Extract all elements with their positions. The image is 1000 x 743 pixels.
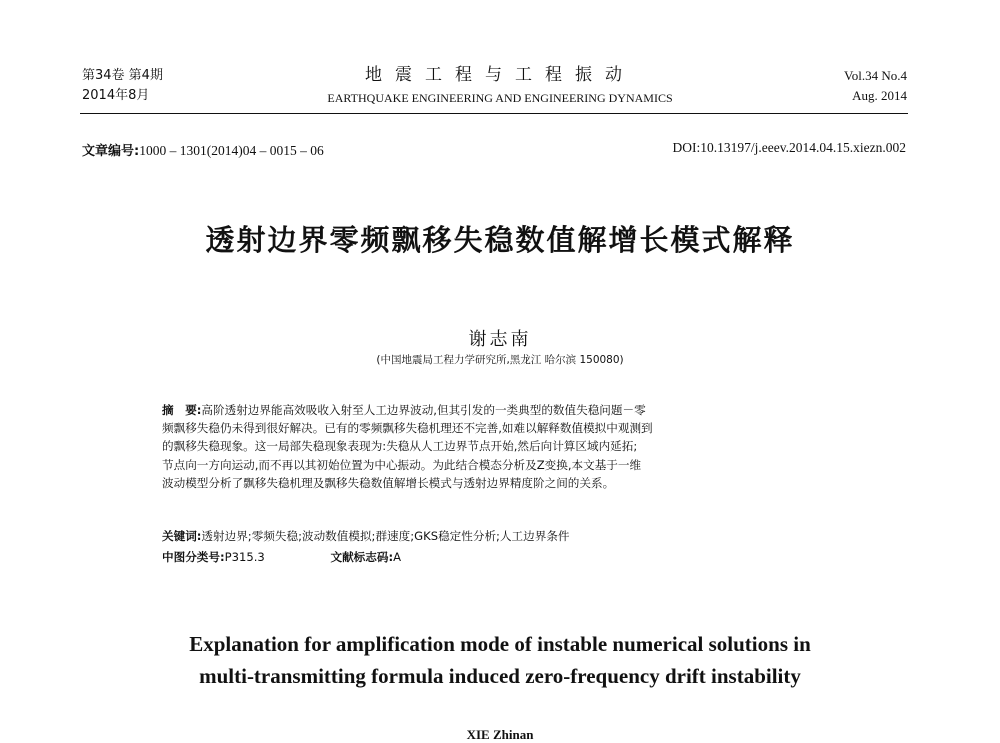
abstract-label: 摘 要: [162, 403, 202, 417]
clc-value: P315.3 [224, 550, 265, 564]
header-volume-issue: 第34卷 第4期 [82, 68, 163, 83]
header-volume-info [82, 66, 163, 106]
paper-title-en [0, 628, 1000, 692]
header-divider [80, 113, 908, 114]
author-cn: 谢志南 [468, 329, 532, 350]
keywords-cn [162, 527, 570, 545]
article-number-label: 文章编号: [82, 144, 140, 159]
article-number-value: 1000 – 1301(2014)04 – 0015 – 06 [139, 143, 324, 158]
article-number [82, 140, 324, 159]
article-meta [82, 140, 906, 160]
doc-code-label: 文献标志码: [330, 550, 394, 564]
doc-code-value: A [393, 550, 402, 564]
abstract-line: 的飘移失稳现象。这一局部失稳现象表现为:失稳从人工边界节点开始,然后向计算区域内延拓; [162, 439, 638, 454]
journal-name [240, 64, 760, 107]
abstract-line: 频飘移失稳仍未得到很好解决。已有的零频飘移失稳机理还不完善,如难以解释数值模拟中观测到 [162, 421, 653, 436]
header-vol-en [844, 66, 907, 106]
abstract-line: 波动模型分析了飘移失稳机理及飘移失稳数值解增长模式与透射边界精度阶之间的关系。 [162, 475, 615, 490]
doi: DOI:10.13197/j.eeev.2014.04.15.xiezn.002 [672, 140, 906, 155]
keywords-text: 透射边界;零频失稳;波动数值模拟;群速度;GKS稳定性分析;人工边界条件 [201, 529, 570, 543]
abstract-cn [162, 401, 838, 492]
abstract-line: 节点向一方向运动,而不再以其初始位置为中心振动。为此结合模态分析及Z变换,本文基于一维 [162, 457, 642, 472]
header-date-en: Aug. 2014 [852, 88, 907, 103]
classification-row [162, 548, 401, 566]
paper-title-cn: 透射边界零频飘移失稳数值解增长模式解释 [205, 223, 795, 257]
paper-title-en-line2: multi-transmitting formula induced zero-frequency drift instability [199, 664, 801, 688]
journal-name-en: EARTHQUAKE ENGINEERING AND ENGINEERING DYNAMICS [327, 91, 673, 105]
header-date-cn: 2014年8月 [82, 88, 150, 103]
journal-name-cn: 地震工程与工程振动 [365, 65, 635, 85]
author-en: XIE Zhinan [466, 727, 534, 742]
keywords-label: 关键词: [162, 529, 202, 543]
clc-label: 中图分类号: [162, 550, 225, 564]
header-volume-en: Vol.34 No.4 [844, 68, 907, 83]
paper-title-en-line1: Explanation for amplification mode of instable numerical solutions in [189, 632, 811, 656]
document-code [330, 550, 401, 564]
abstract-line: 摘 要:高阶透射边界能高效吸收入射至人工边界波动,但其引发的一类典型的数值失稳问题－零 [162, 403, 646, 417]
affiliation-cn: (中国地震局工程力学研究所,黑龙江 哈尔滨 150080) [376, 354, 624, 366]
